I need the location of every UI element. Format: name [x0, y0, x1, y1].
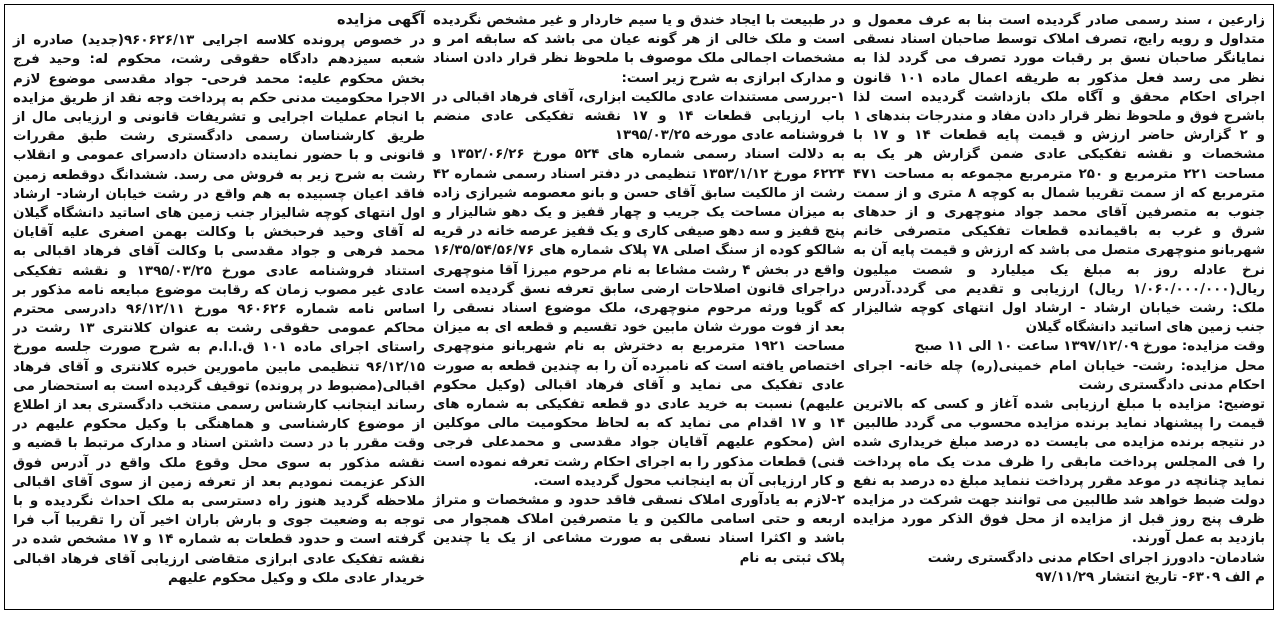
notice-text-3: زارعین ، سند رسمی صادر گردیده است بنا به عرف معمول و متداول و رویه رایج، تصرف املاک توسط صاحبان اسناد نسقی نمایانگر صاحبان نسق بر رقبات مورد تصرف می گردد لذا به نظر می رسد فعل مذکور به طریقه اعمال ماده ۱۰۱ قانون اجرای احکام محقق و آگاه ملک بازداشت گردیده است لذا باشرح فوق و ملحوظ نظر قرار دادن مفاد و مندرجات بندهای ۱ و ۲ گزارش حاضر ارزش و قیمت پایه قطعات ۱۴ و ۱۷ با مشخصات و نقشه تفکیکی عادی ضمن گزارش هر یک به مساحت ۲۲۱ مترمربع و ۲۵۰ مترمربع مجموعه به مساحت ۴۷۱ مترمربع که از سمت تقریبا شمال به کوچه ۸ متری و از سمت جنوب به متصرفین آقای محمد جواد منوچهری و از حدهای شرق و غرب به باقیمانده قطعات تفکیکی متصرفی خانم شهربانو منوچهری متصل می باشد که ارزش و قیمت پایه آن به نرخ عادله روز به مبلغ یک میلیارد و شصت میلیون ریال(۱/۰۶۰/۰۰۰/۰۰۰ ریال) ارزیابی و تقدیم می گردد.آدرس ملک: رشت خیابان ارشاد - ارشاد اول انتهای کوچه شالیزار جنب زمین های اساتید دانشگاه گیلان وقت مزایده: مورخ ۱۳۹۷/۱۲/۰۹ ساعت ۱۰ الی ۱۱ صبح محل مزایده: رشت- خیابان امام خمینی(ره) چله خانه- اجرای احکام مدنی دادگستری رشت توضیح: مزایده با مبلغ ارزیابی شده آغاز و کسی که بالاترین قیمت را پیشنهاد نماید برنده مزایده محسوب می گردد طالبین در نتیجه برنده مزایده می بایست ده درصد مبلغ خریداری شده را فی المجلس پرداخت مابقی را ظرف مدت یک ماه پرداخت نماید چنانچه در موعد مقرر پرداخت ننماید مبلغ ده درصد به نفع دولت ضبط خواهد شد طالبین می توانند جهت شرکت در مزایده ظرف پنج روز قبل از مزایده از محل فوق الذکر مورد مزایده بازدید به عمل آورند. شادمان- دادورز اجرای احکام مدنی دادگستری رشت م الف ۶۳۰۹- تاریخ انتشار ۹۷/۱۱/۲۹	[853, 13, 1266, 585]
notice-column-middle	[433, 11, 845, 603]
notice-title: آگهی مزایده	[336, 12, 425, 28]
notice-column-left	[853, 11, 1265, 603]
notice-column-right	[8, 11, 426, 603]
notice-text-1: در خصوص پرونده کلاسه اجرایی ۹۶۰۶۲۶/۱۳(جدید) صادره از شعبه سیزدهم دادگاه حقوقی رشت، محکوم له: وحید فرج بخش محکوم علیه: محمد فرحی- جواد مقدسی موضوع لازم الاجرا محکومیت مدنی حکم به پرداخت وجه نقد از طریق مزایده با انجام عملیات اجرایی و تشریفات قانونی و ارزیابی مال از طریق کارشناسان رسمی دادگستری رشت طبق مقررات قانونی و با حضور نماینده دادستان دادسرای عمومی و انقلاب رشت به شرح زیر به فروش می رسد. ششدانگ دوقطعه زمین فاقد اعیان چسبیده به هم واقع در رشت خیابان ارشاد- ارشاد اول انتهای کوچه شالیزار جنب زمین های اساتید دانشگاه گیلان له آقای وحید فرحبخش با وکالت بهمن اصغری علیه آقایان محمد فرهی و جواد مقدسی با وکالت آقای فرهاد اقبالی به استناد فروشنامه عادی مورخ ۱۳۹۵/۰۳/۲۵ و نقشه تفکیکی عادی غیر مصوب زمان که رقابت موضوع مبایعه نامه مذکور بر اساس نامه شماره ۹۶۰۶۲۶ مورخ ۹۶/۱۲/۱۱ دادرسی محترم محاکم عمومی حقوقی رشت به عنوان کلانتری ۱۳ رشت در راستای اجرای ماده ۱۰۱ ق.ا.ا.م به شرح صورت جلسه مورخ ۹۶/۱۲/۱۵ تنظیمی مابین مامورین خبره کلانتری و آقای فرهاد اقبالی(مضبوط در پرونده) توقیف گردیده است به استحضار می رساند اینجانب کارشناس رسمی منتخب دادگستری بعد از اطلاع از موضوع کارشناسی و هماهنگی با وکیل محکوم علیهم در وقت مقرر با در دست داشتن اسناد و مدارک مرتبط با قضیه و نقشه مذکور به سوی محل وقوع ملک واقع در آدرس فوق الذکر عزیمت نمودیم بعد از تعرفه زمین از سوی آقای اقبالی ملاحظه گردید هنوز راه دسترسی به ملک احداث نگردیده و با توجه به وضعیت جوی و بارش باران اخیر آن را تقریبا آب فرا گرفته است و حدود قطعات به شماره ۱۴ و ۱۷ مشخص شده در نقشه تفکیک عادی ابرازی متقاضی ارزیابی آقای فرهاد اقبالی خریدار عادی ملک و وکیل محکوم علیهم	[8, 33, 426, 586]
auction-notice	[4, 4, 1274, 610]
notice-text-2: در طبیعت با ایجاد خندق و یا سیم خاردار و غیر مشخص نگردیده است و ملک خالی از هر گونه عیان می باشد که سابقه امر و مشخصات اجمالی ملک موصوف با ملحوظ نظر قرار دادن اسناد و مدارک ابرازی به شرح زیر است: ۱-بررسی مستندات عادی مالکیت ابزاری، آقای فرهاد اقبالی در باب ارزیابی قطعات ۱۴ و ۱۷ نقشه تفکیکی عادی منضم فروشنامه عادی مورخه ۱۳۹۵/۰۳/۲۵ به دلالت اسناد رسمی شماره های ۵۲۴ مورخ ۱۳۵۲/۰۶/۲۶ و ۶۲۲۴ مورخ ۱۳۵۳/۱/۱۲ تنظیمی در دفتر اسناد رسمی شماره ۴۲ رشت از مالکیت سابق آقای حسن و بانو معصومه شیرازی زاده به میزان مساحت یک جریب و چهار قفیز و یک دهو شالیزار و پنج قفیز و سه دهو صیفی کاری و یک قفیز عرصه خانه در قریه شالکو کوده از سنگ اصلی ۷۸ پلاک شماره های ۱۶/۳۵/۵۴/۵۶/۷۶ واقع در بخش ۴ رشت مشاعا به نام مرحوم میرزا آقا منوچهری دراجرای قانون اصلاحات ارضی سابق تعرفه نسق گردیده است که گویا ورثه مرحوم منوچهری، ملک موضوع اسناد نسقی را بعد از فوت مورث شان مابین خود تقسیم و قطعه ای به میزان مساحت ۱۹۲۱ مترمربع به دخترش به نام شهربانو منوچهری اختصاص یافته است که نامبرده آن را به چندین قطعه به صورت عادی تفکیک می نماید و آقای فرهاد اقبالی (وکیل محکوم علیهم) نسبت به خرید عادی دو قطعه تفکیکی به شماره های ۱۴ و ۱۷ اقدام می نماید که به لحاظ محکومیت مالی موکلین اش (محکوم علیهم آقایان جواد مقدسی و محمدعلی فرجی قنی) قطعات مذکور را به اجرای احکام رشت تعرفه نموده است و کار ارزیابی آن به اینجانب محول گردیده است. ۲-لازم به یادآوری املاک نسقی فاقد حدود و مشخصات و متراژ اربعه و حتی اسامی مالکین و یا متصرفین املاک همجوار می باشد و اکثرا اسناد نسقی به صورت مشاعی از یک یا چندین پلاک ثبتی به نام	[432, 13, 846, 566]
